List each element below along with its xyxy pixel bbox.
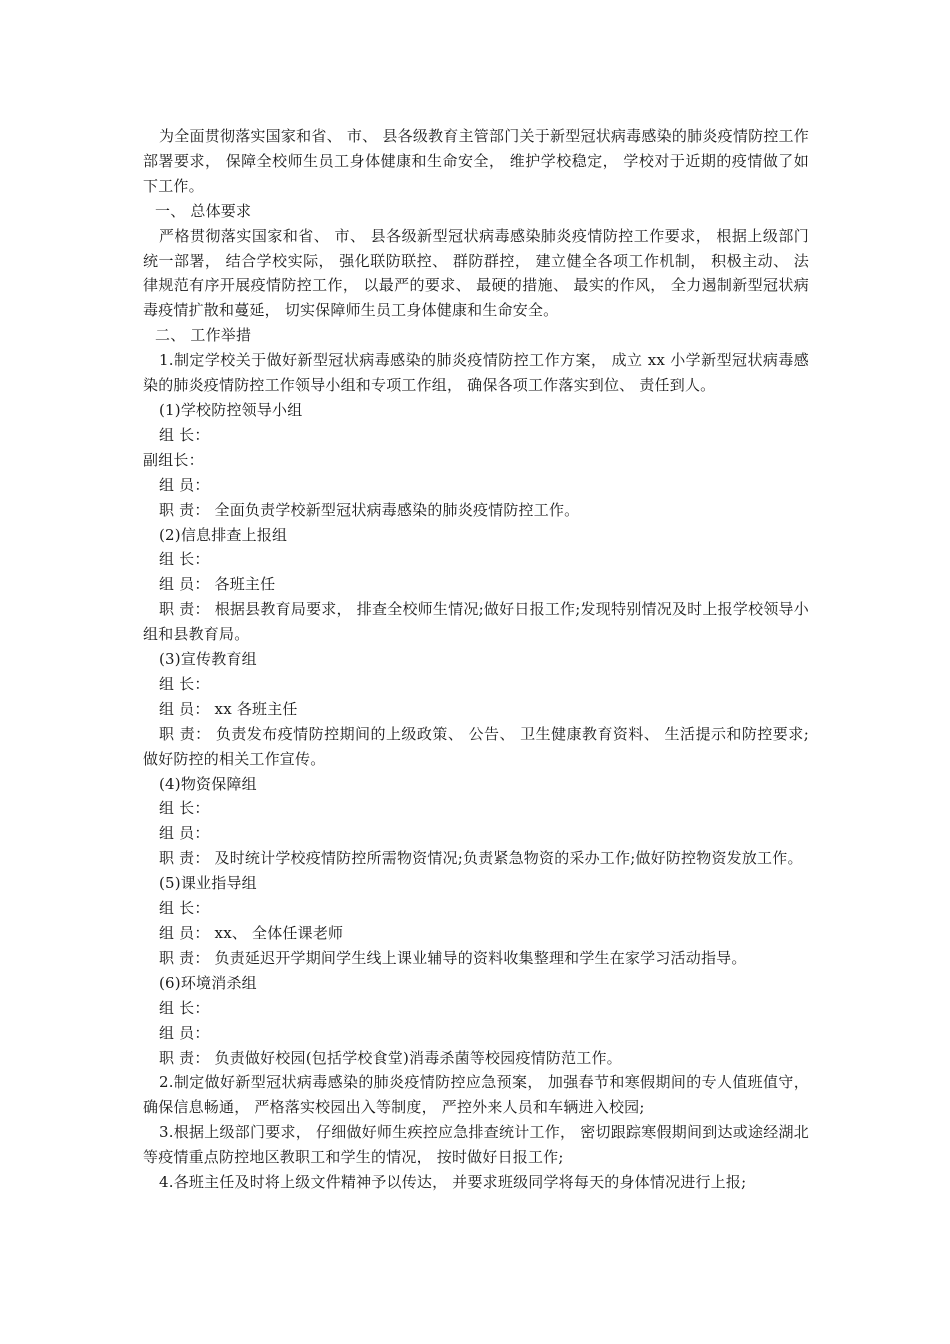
paragraph: 职 责： 全面负责学校新型冠状病毒感染的肺炎疫情防控工作。 — [159, 500, 580, 519]
paragraph: (5)课业指导组 — [159, 874, 257, 893]
paragraph: 二、 工作举措 — [155, 326, 252, 345]
paragraph: 3.根据上级部门要求， 仔细做好师生疾控应急排查统计工作， 密切跟踪寒假期间到达或途经湖北等疫情重点防控地区教职工和学生的情况， 按时做好日报工作; — [143, 1123, 809, 1167]
paragraph: (1)学校防控领导小组 — [159, 400, 303, 419]
paragraph: 组 长： — [159, 425, 210, 444]
paragraph: 组 员： — [159, 475, 210, 494]
document-body — [143, 124, 809, 1195]
paragraph: 4.各班主任及时将上级文件精神予以传达， 并要求班级同学将每天的身体情况进行上报; — [159, 1173, 747, 1192]
paragraph: (3)宣传教育组 — [159, 650, 257, 669]
paragraph: 组 长： — [159, 998, 210, 1017]
paragraph: 组 员： — [159, 824, 210, 843]
paragraph: 为全面贯彻落实国家和省、 市、 县各级教育主管部门关于新型冠状病毒感染的肺炎疫情防控工作部署要求， 保障全校师生员工身体健康和生命安全， 维护学校稳定， 学校对于近期的疫情做了如下工作。 — [143, 127, 809, 195]
paragraph: 职 责： 负责发布疫情防控期间的上级政策、 公告、 卫生健康教育资料、 生活提示和防控要求;做好防控的相关工作宣传。 — [143, 724, 809, 768]
paragraph: 组 长： — [159, 674, 210, 693]
paragraph: 组 长： — [159, 799, 210, 818]
paragraph: 组 员： 各班主任 — [159, 575, 276, 594]
paragraph: 职 责： 负责做好校园(包括学校食堂)消毒杀菌等校园疫情防范工作。 — [159, 1048, 622, 1067]
paragraph: (2)信息排查上报组 — [159, 525, 288, 544]
paragraph: 职 责： 根据县教育局要求， 排查全校师生情况;做好日报工作;发现特别情况及时上报学校领导小组和县教育局。 — [143, 600, 809, 644]
paragraph: 副组长： — [143, 450, 204, 469]
paragraph: 严格贯彻落实国家和省、 市、 县各级新型冠状病毒感染肺炎疫情防控工作要求， 根据上级部门统一部署， 结合学校实际， 强化联防联控、 群防群控， 建立健全各项工作机制， 积极主动、 法律规范有序开展疫情防控工作， 以最严的要求、 最硬的措施、 最实的作风， 全力遏制新型冠状病毒疫情扩散和蔓延， 切实保障师生员工身体健康和生命安全。 — [143, 226, 809, 320]
paragraph: (6)环境消杀组 — [159, 973, 257, 992]
paragraph: 组 员： xx、 全体任课老师 — [159, 924, 344, 942]
paragraph: 一、 总体要求 — [155, 201, 252, 220]
paragraph: 职 责： 负责延迟开学期间学生线上课业辅导的资料收集整理和学生在家学习活动指导。 — [159, 948, 747, 967]
paragraph: 组 员： xx 各班主任 — [159, 699, 298, 718]
paragraph: 2.制定做好新型冠状病毒感染的肺炎疫情防控应急预案， 加强春节和寒假期间的专人值班值守， 确保信息畅通， 严格落实校园出入等制度， 严控外来人员和车辆进入校园; — [143, 1073, 809, 1117]
paragraph: 职 责： 及时统计学校疫情防控所需物资情况;负责紧急物资的采办工作;做好防控物资发放工作。 — [159, 849, 803, 868]
paragraph: 1.制定学校关于做好新型冠状病毒感染的肺炎疫情防控工作方案， 成立 xx 小学新型冠状病毒感染的肺炎疫情防控工作领导小组和专项工作组， 确保各项工作落实到位、 责任到人。 — [143, 351, 809, 395]
paragraph: (4)物资保障组 — [159, 774, 257, 793]
paragraph: 组 长： — [159, 550, 210, 569]
paragraph: 组 员： — [159, 1023, 210, 1042]
paragraph: 组 长： — [159, 899, 210, 918]
